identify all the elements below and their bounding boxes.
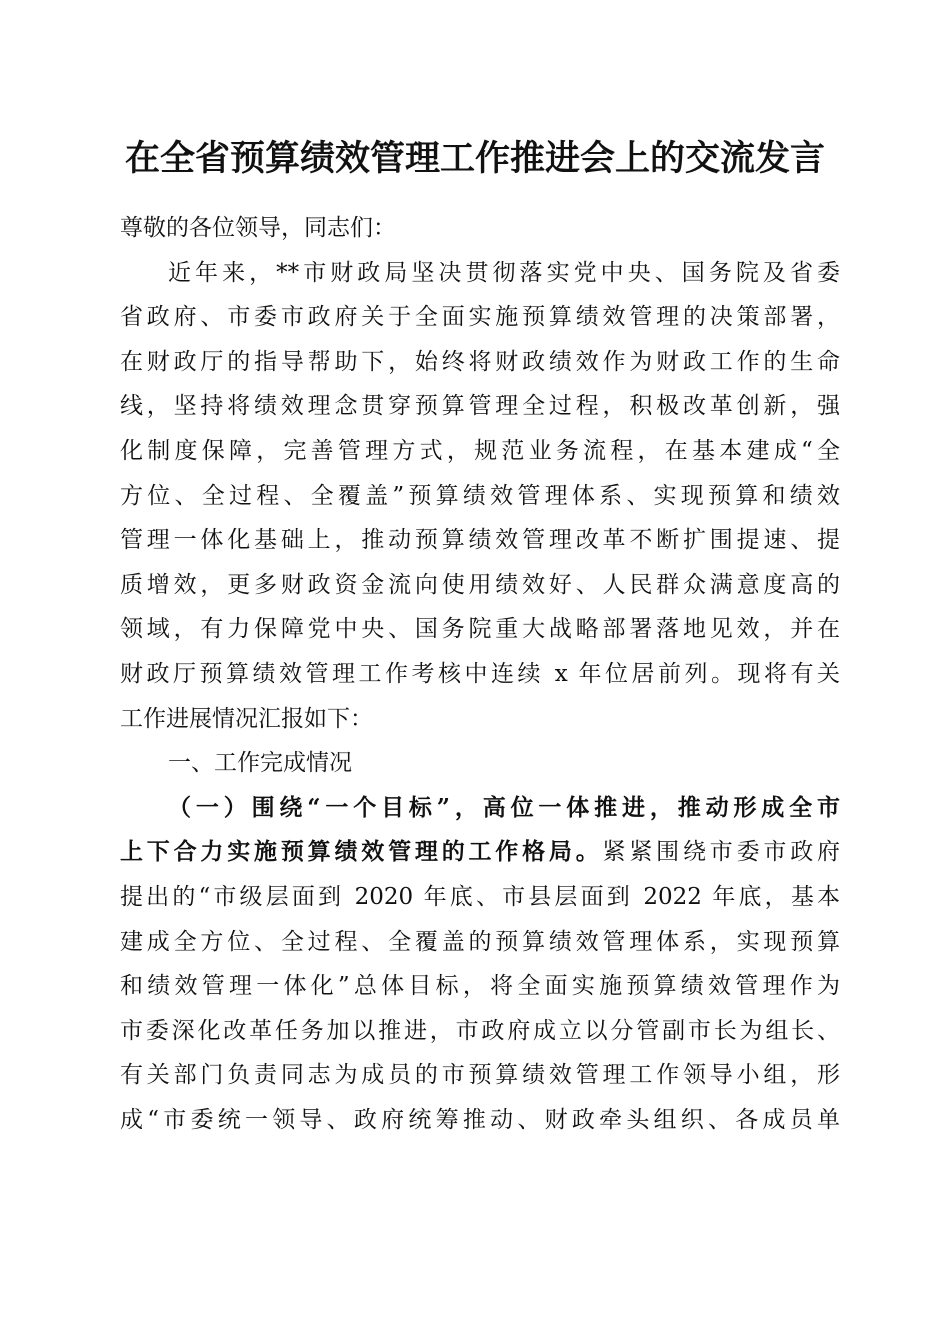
paragraph-line: 领域，有力保障党中央、国务院重大战略部署落地见效，并在 (120, 616, 840, 643)
paragraph-line: 近年来，**市财政局坚决贯彻落实党中央、国务院及省委 (168, 259, 840, 286)
paragraph-line: 提出的“市级层面到 2020 年底、市县层面到 2022 年底，基本 (120, 883, 840, 910)
paragraph-line: 工作进展情况汇报如下： (120, 705, 373, 732)
paragraph-line: 成“市委统一领导、政府统筹推动、财政牵头组织、各成员单 (120, 1106, 840, 1133)
paragraph-text: 紧紧围绕市委市政府 (602, 839, 841, 866)
paragraph-line: 在财政厅的指导帮助下，始终将财政绩效作为财政工作的生命 (120, 348, 840, 375)
subsection-heading-end: 上下合力实施预算绩效管理的工作格局。 (120, 838, 603, 866)
paragraph-line: 化制度保障，完善管理方式，规范业务流程，在基本建成“全 (120, 437, 840, 464)
paragraph-line: 线，坚持将绩效理念贯穿预算管理全过程，积极改革创新，强 (120, 393, 840, 420)
paragraph-line: 方位、全过程、全覆盖”预算绩效管理体系、实现预算和绩效 (120, 482, 840, 509)
section-heading: 一、工作完成情况 (168, 750, 352, 777)
paragraph-line: 省政府、市委市政府关于全面实施预算绩效管理的决策部署， (120, 304, 840, 331)
paragraph-line: 建成全方位、全过程、全覆盖的预算绩效管理体系，实现预算 (120, 928, 840, 955)
document-body (120, 206, 840, 1142)
paragraph-line: 有关部门负责同志为成员的市预算绩效管理工作领导小组，形 (120, 1062, 840, 1089)
paragraph-line: 和绩效管理一体化”总体目标，将全面实施预算绩效管理作为 (120, 973, 840, 1000)
subsection-heading-line: （一）围绕“一个目标”，高位一体推进，推动形成全市 (168, 793, 840, 821)
paragraph-line: 市委深化改革任务加以推进，市政府成立以分管副市长为组长、 (120, 1017, 840, 1044)
salutation: 尊敬的各位领导，同志们： (120, 215, 396, 241)
paragraph-line (120, 830, 840, 875)
document-title: 在全省预算绩效管理工作推进会上的交流发言 (124, 138, 825, 179)
paragraph-line: 质增效，更多财政资金流向使用绩效好、人民群众满意度高的 (120, 571, 840, 598)
paragraph-line: 管理一体化基础上，推动预算绩效管理改革不断扩围提速、提 (120, 527, 840, 554)
paragraph-line: 财政厅预算绩效管理工作考核中连续 x 年位居前列。现将有关 (120, 660, 840, 687)
